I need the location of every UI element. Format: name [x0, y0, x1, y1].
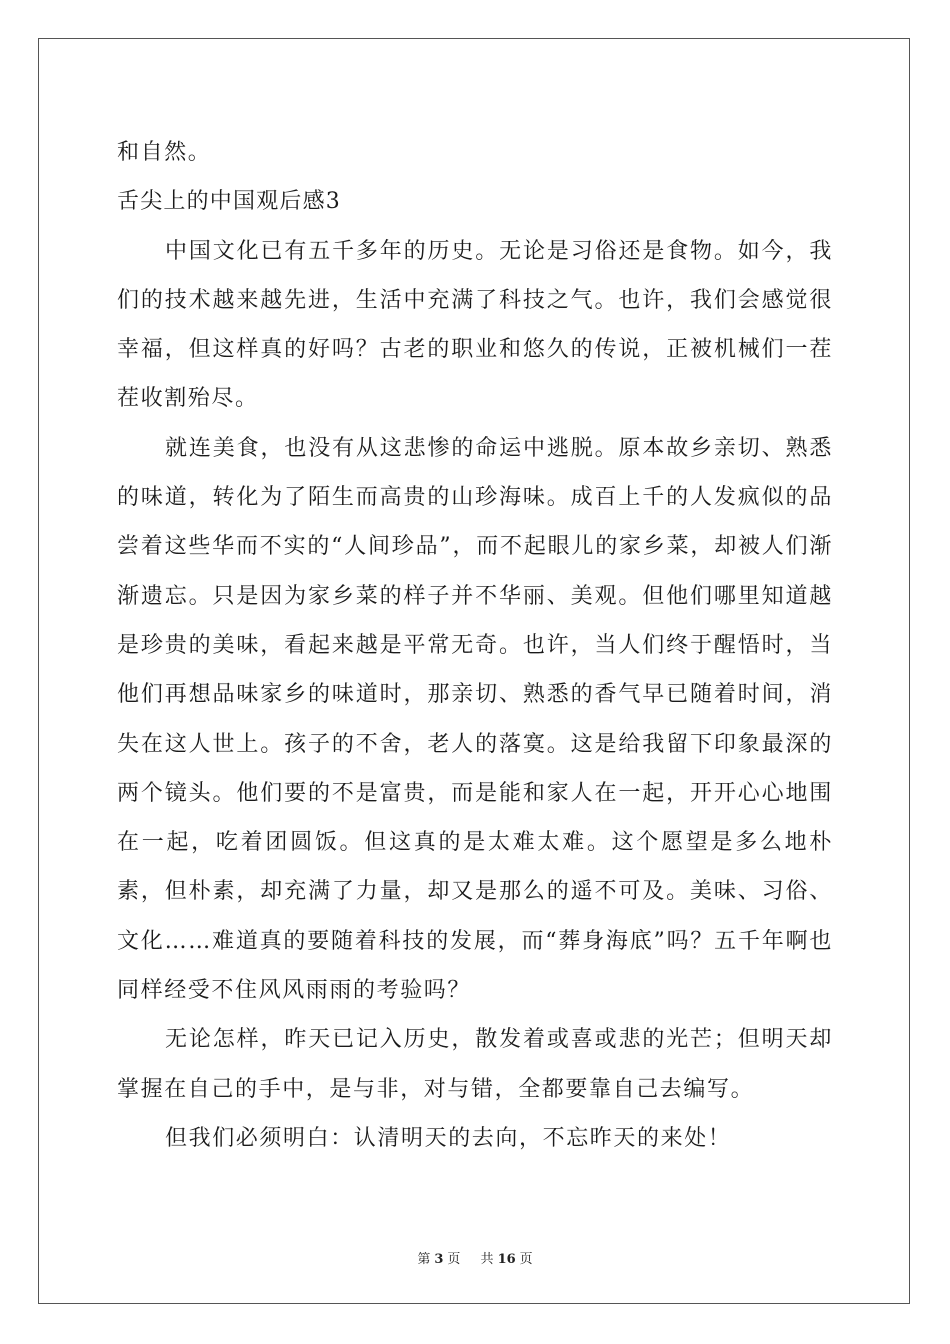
paragraph-2: 就连美食，也没有从这悲惨的命运中逃脱。原本故乡亲切、熟悉的味道，转化为了陌生而高贵的山珍海味。成百上千的人发疯似的品尝着这些华而不实的“人间珍品”，而不起眼儿的家乡菜，却被人们渐渐遗忘。只是因为家乡菜的样子并不华丽、美观。但他们哪里知道越是珍贵的美味，看起来越是平常无奇。也许，当人们终于醒悟时，当他们再想品味家乡的味道时，那亲切、熟悉的香气早已随着时间，消失在这人世上。孩子的不舍，老人的落寞。这是给我留下印象最深的两个镜头。他们要的不是富贵，而是能和家人在一起，开开心心地围在一起，吃着团圆饭。但这真的是太难太难。这个愿望是多么地朴素，但朴素，却充满了力量，却又是那么的遥不可及。美味、习俗、文化……难道真的要随着科技的发展，而“葬身海底”吗？五千年啊也同样经受不住风风雨雨的考验吗？ — [117, 435, 833, 1004]
paragraph-3: 无论怎样，昨天已记入历史，散发着或喜或悲的光芒；但明天却掌握在自己的手中，是与非，对与错，全都要靠自己去编写。 — [117, 1027, 833, 1102]
page-suffix: 页 — [447, 1252, 461, 1267]
page-footer — [0, 1248, 950, 1267]
section-heading: 舌尖上的中国观后感3 — [117, 189, 341, 215]
continuation-text: 和自然。 — [117, 140, 212, 165]
paragraph-4: 但我们必须明白：认清明天的去向，不忘昨天的来处！ — [165, 1125, 732, 1151]
total-indicator — [477, 1252, 537, 1267]
total-pages: 16 — [497, 1252, 516, 1267]
total-suffix: 页 — [519, 1252, 533, 1267]
page-number: 3 — [434, 1252, 444, 1267]
total-prefix: 共 — [480, 1252, 494, 1267]
page-prefix: 第 — [417, 1252, 431, 1267]
paragraph-1: 中国文化已有五千多年的历史。无论是习俗还是食物。如今，我们的技术越来越先进，生活中充满了科技之气。也许，我们会感觉很幸福，但这样真的好吗？古老的职业和悠久的传说，正被机械们一茬茬收割殆尽。 — [117, 238, 833, 412]
document-body — [117, 128, 833, 1163]
page-indicator — [413, 1252, 464, 1267]
